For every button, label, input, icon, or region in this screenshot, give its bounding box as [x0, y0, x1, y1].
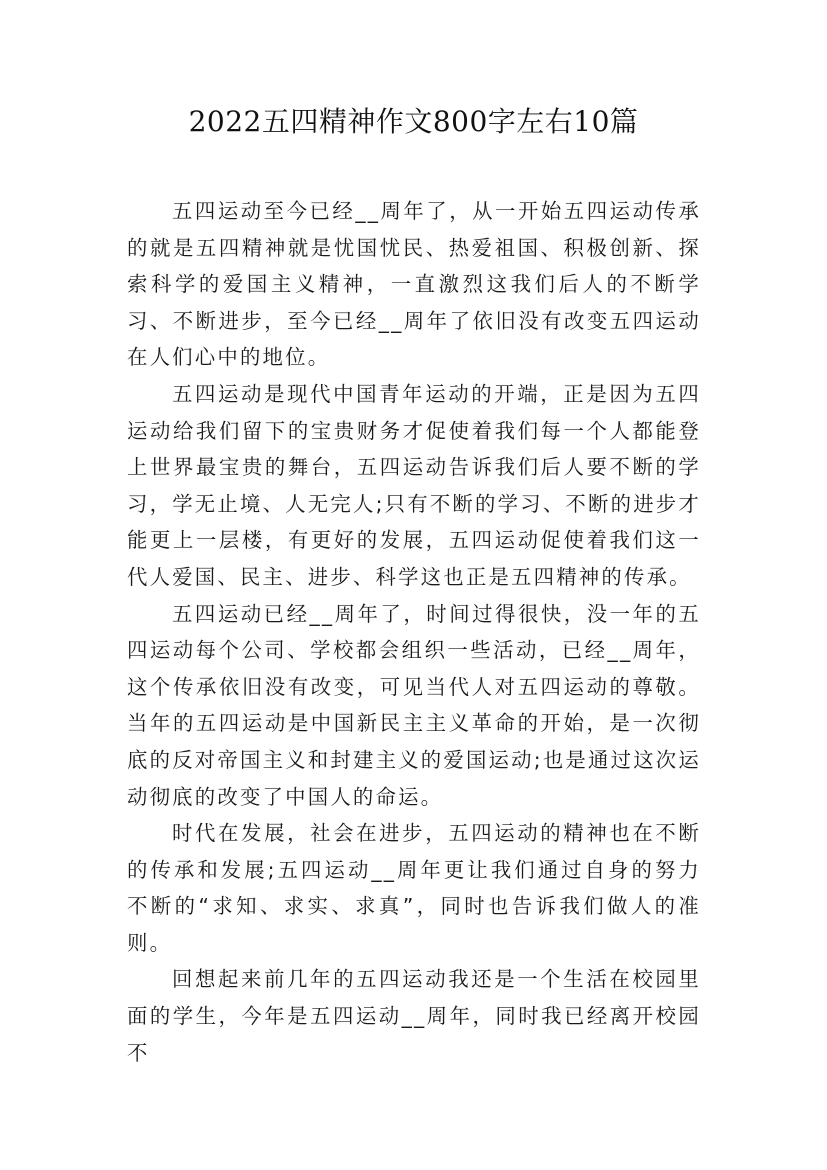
paragraph-5: 回想起来前几年的五四运动我还是一个生活在校园里面的学生，今年是五四运动__周年，同时我已经离开校园不: [127, 967, 701, 1065]
paragraph-1: 五四运动至今已经__周年了，从一开始五四运动传承的就是五四精神就是忧国忧民、热爱祖国、积极创新、探索科学的爱国主义精神，一直激烈这我们后人的不断学习、不断进步，至今已经__周年了依旧没有改变五四运动在人们心中的地位。: [127, 199, 701, 370]
document-title: 2022五四精神作文800字左右10篇: [188, 105, 639, 138]
document-body: [127, 193, 701, 1071]
paragraph-4: 时代在发展，社会在进步，五四运动的精神也在不断的传承和发展;五四运动__周年更让我们通过自身的努力不断的“求知、求实、求真”，同时也告诉我们做人的准则。: [127, 821, 701, 955]
paragraph-3: 五四运动已经__周年了，时间过得很快，没一年的五四运动每个公司、学校都会组织一些活动，已经__周年，这个传承依旧没有改变，可见当代人对五四运动的尊敬。当年的五四运动是中国新民主主义革命的开始，是一次彻底的反对帝国主义和封建主义的爱国运动;也是通过这次运动彻底的改变了中国人的命运。: [127, 601, 701, 809]
paragraph-2: 五四运动是现代中国青年运动的开端，正是因为五四运动给我们留下的宝贵财务才促使着我们每一个人都能登上世界最宝贵的舞台，五四运动告诉我们后人要不断的学习，学无止境、人无完人;只有不断的学习、不断的进步才能更上一层楼，有更好的发展，五四运动促使着我们这一代人爱国、民主、进步、科学这也正是五四精神的传承。: [127, 381, 701, 589]
